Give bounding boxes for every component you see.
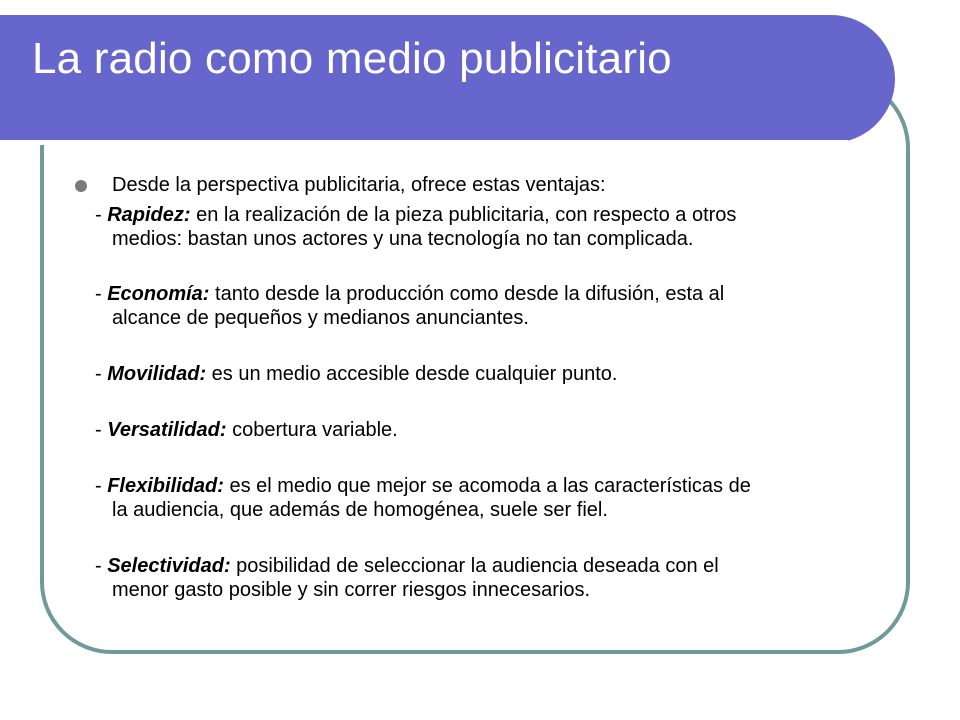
list-item-rapidez-cont: medios: bastan unos actores y una tecnología no tan complicada. (112, 228, 694, 250)
list-item-movilidad (95, 362, 618, 386)
list-item-selectividad-cont: menor gasto posible y sin correr riesgos innecesarios. (112, 579, 590, 601)
item-key: Economía: (107, 283, 210, 305)
list-item-economia-cont: alcance de pequeños y medianos anunciantes. (112, 307, 529, 329)
item-text: en la realización de la pieza publicitaria, con respecto a otros (190, 204, 737, 226)
item-prefix: - (95, 204, 108, 226)
item-prefix: - (95, 555, 108, 577)
item-prefix: - (95, 419, 108, 441)
item-text: es el medio que mejor se acomoda a las características de (223, 475, 751, 497)
item-prefix: - (95, 475, 108, 497)
item-prefix: - (95, 363, 108, 385)
item-text: tanto desde la producción como desde la difusión, esta al (209, 283, 725, 305)
list-item-versatilidad (95, 418, 398, 442)
list-item-rapidez (95, 203, 736, 227)
list-item-flexibilidad-cont: la audiencia, que además de homogénea, suele ser fiel. (112, 499, 608, 521)
item-text: posibilidad de seleccionar la audiencia deseada con el (230, 555, 719, 577)
item-text: cobertura variable. (226, 419, 398, 441)
item-key: Flexibilidad: (107, 475, 224, 497)
intro-text: Desde la perspectiva publicitaria, ofrece estas ventajas: (112, 174, 606, 196)
item-key: Versatilidad: (107, 419, 227, 441)
item-prefix: - (95, 283, 108, 305)
slide-title: La radio como medio publicitario (32, 34, 672, 83)
list-item-flexibilidad (95, 474, 751, 498)
item-key: Movilidad: (107, 363, 207, 385)
item-text: es un medio accesible desde cualquier punto. (206, 363, 618, 385)
item-key: Rapidez: (107, 204, 191, 226)
list-item-economia (95, 282, 724, 306)
item-key: Selectividad: (107, 555, 231, 577)
list-item-selectividad (95, 554, 719, 578)
bullet-dot-icon (75, 180, 87, 192)
